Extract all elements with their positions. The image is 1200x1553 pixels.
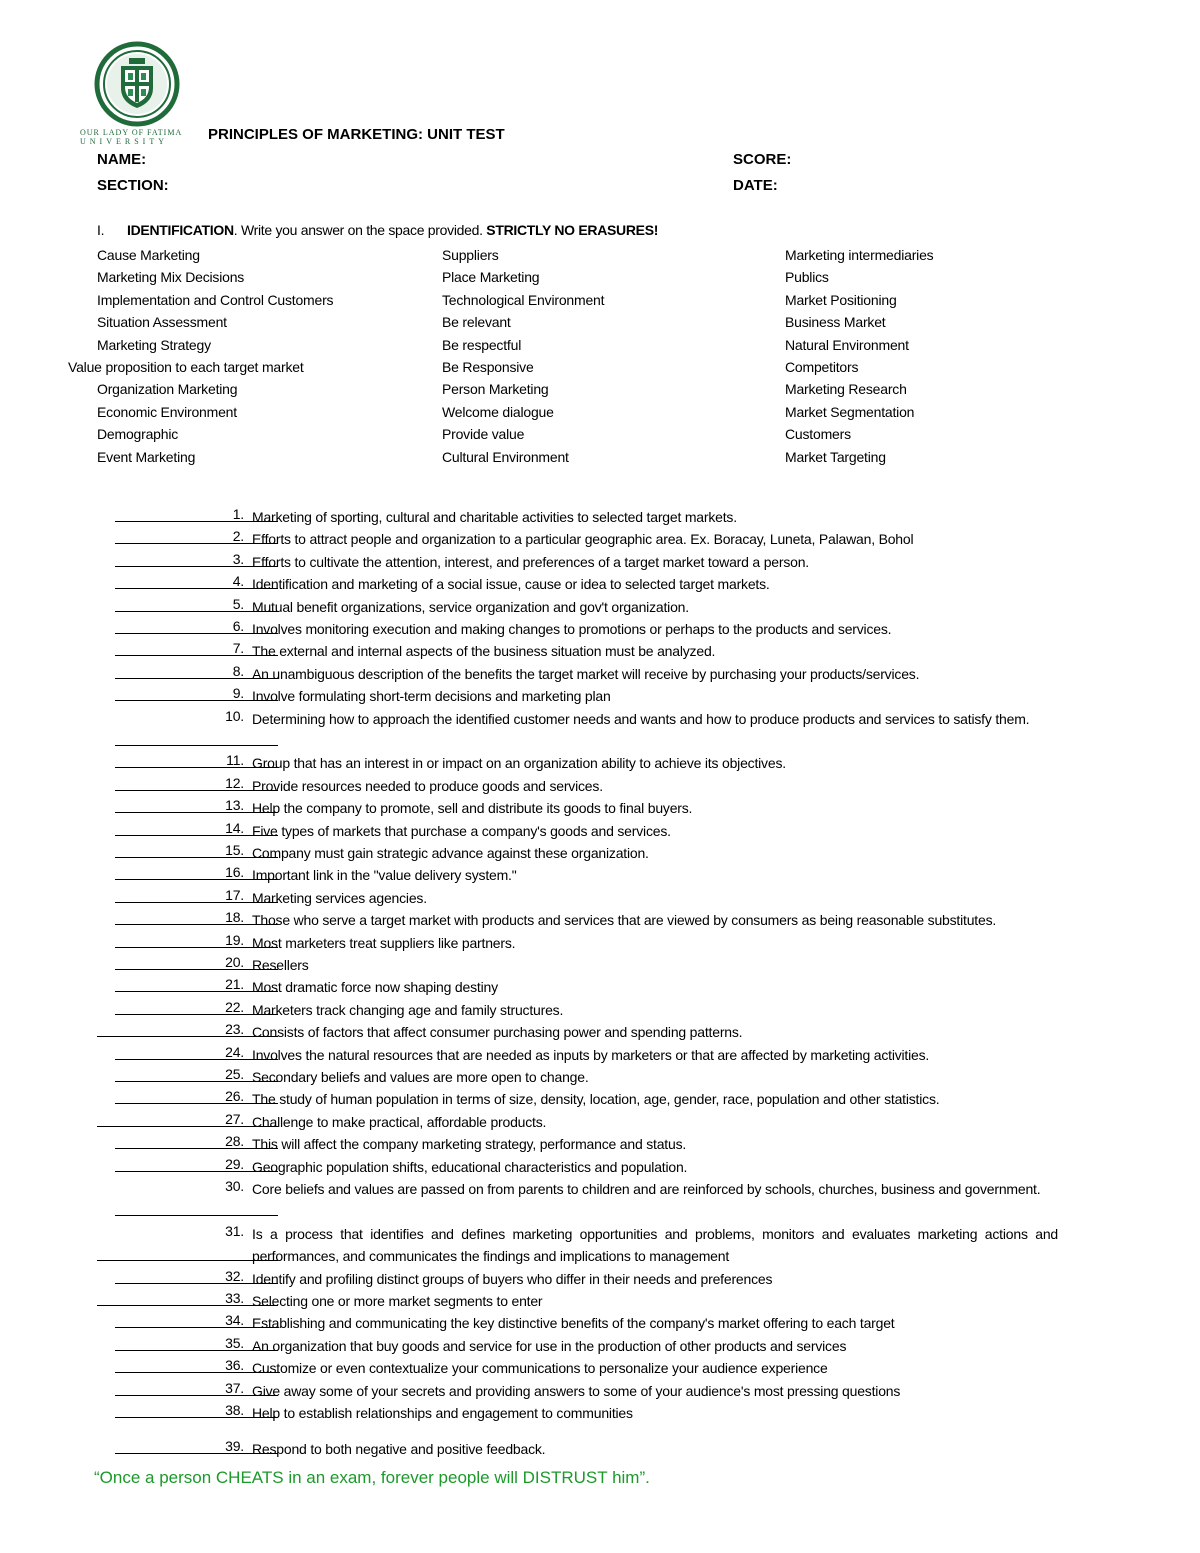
- choices-column-1: [68, 244, 334, 468]
- question-number: 11.: [226, 752, 244, 769]
- question-text: An organization that buy goods and service for use in the production of other products and services: [252, 1337, 847, 1354]
- question-number: 12.: [225, 774, 244, 791]
- answer-blank-line[interactable]: [97, 1305, 278, 1306]
- question-number: 26.: [225, 1088, 244, 1105]
- question-number: 17.: [225, 886, 244, 903]
- question-number: 29.: [225, 1155, 244, 1172]
- choice-item: Market Positioning: [785, 291, 897, 308]
- choice-item: Natural Environment: [785, 336, 909, 353]
- question-text: Establishing and communicating the key distinctive benefits of the company's market offering to each target: [252, 1315, 895, 1332]
- question-number: 3.: [232, 550, 244, 567]
- question-number: 14.: [225, 819, 244, 836]
- question-number: 8.: [232, 662, 244, 679]
- question-text: Mutual benefit organizations, service organization and gov't organization.: [252, 598, 689, 615]
- question-text: Give away some of your secrets and providing answers to some of your audience's most pressing questions: [252, 1382, 901, 1399]
- question-text: Involve formulating short-term decisions and marketing plan: [252, 688, 611, 705]
- question-number: 38.: [225, 1402, 244, 1418]
- question-text: Company must gain strategic advance against these organization.: [252, 845, 649, 861]
- question-text: Selecting one or more market segments to enter: [252, 1293, 543, 1309]
- question-text: The study of human population in terms of size, density, location, age, gender, race, population and other statistics.: [252, 1091, 940, 1108]
- question-text: The external and internal aspects of the business situation must be analyzed.: [252, 643, 716, 660]
- question-text: Secondary beliefs and values are more open to change.: [252, 1069, 589, 1085]
- question-text: Help to establish relationships and engagement to communities: [252, 1405, 633, 1421]
- question-text: Challenge to make practical, affordable products.: [252, 1113, 547, 1130]
- choice-item: Market Targeting: [785, 448, 886, 465]
- question-number: 37.: [225, 1379, 244, 1396]
- question-number: 36.: [225, 1357, 244, 1374]
- question-text: Help the company to promote, sell and distribute its goods to final buyers.: [252, 800, 693, 817]
- choice-item: Publics: [785, 269, 829, 286]
- question-number: 20.: [225, 954, 244, 970]
- question-number: 21.: [225, 976, 244, 993]
- choice-item: Economic Environment: [97, 403, 237, 420]
- choice-item: Be relevant: [442, 314, 511, 331]
- choice-item: Demographic: [97, 426, 179, 443]
- choice-item: Value proposition to each target market: [68, 359, 304, 376]
- answer-blank-line[interactable]: [115, 745, 278, 746]
- page-title: PRINCIPLES OF MARKETING: UNIT TEST: [208, 126, 505, 143]
- choice-item: Be Responsive: [442, 359, 534, 376]
- choice-item: Marketing Strategy: [97, 336, 211, 353]
- choice-item: Place Marketing: [442, 269, 540, 286]
- question-text: Involves monitoring execution and making changes to promotions or perhaps to the products and services.: [252, 621, 892, 637]
- question-text: Efforts to attract people and organization to a particular geographic area. Ex. Boracay, Luneta, Palawan, Bohol: [252, 531, 914, 548]
- choice-item: Person Marketing: [442, 381, 549, 398]
- question-number: 33.: [225, 1290, 244, 1306]
- question-number: 2.: [232, 528, 244, 545]
- instructions-text: . Write you answer on the space provided.: [233, 222, 487, 238]
- question-number: 10.: [225, 707, 244, 724]
- question-text: Marketers track changing age and family structures.: [252, 1001, 564, 1018]
- choice-item: Organization Marketing: [97, 381, 238, 398]
- choice-item: Event Marketing: [97, 448, 196, 465]
- question-text: Five types of markets that purchase a company's goods and services.: [252, 822, 671, 839]
- name-label: NAME:: [97, 151, 147, 168]
- instructions-number: I.: [97, 222, 105, 238]
- question-text: Most marketers treat suppliers like partners.: [252, 934, 516, 951]
- question-text: Resellers: [252, 957, 309, 973]
- question-number: 30.: [225, 1178, 244, 1194]
- question-text: Marketing services agencies.: [252, 889, 427, 906]
- question-text: Important link in the "value delivery system.": [252, 867, 517, 884]
- choice-item: Technological Environment: [442, 291, 605, 308]
- question-number: 16.: [225, 864, 244, 881]
- choice-item: Customers: [785, 426, 851, 443]
- question-text: Group that has an interest in or impact on an organization ability to achieve its objectives.: [252, 755, 786, 772]
- answer-blank-line[interactable]: [97, 1126, 278, 1127]
- question-number: 32.: [225, 1267, 244, 1284]
- question-text: Those who serve a target market with products and services that are viewed by consumers as being reasonable substitutes.: [252, 912, 997, 929]
- choice-item: Cultural Environment: [442, 448, 569, 465]
- question-text: Determining how to approach the identified customer needs and wants and how to produce products and services to satisfy them.: [252, 710, 1030, 727]
- date-label: DATE:: [733, 177, 778, 194]
- question-number: 23.: [225, 1021, 244, 1038]
- question-number: 25.: [225, 1066, 244, 1082]
- choice-item: Situation Assessment: [97, 314, 227, 331]
- question-text: Respond to both negative and positive feedback.: [252, 1441, 546, 1458]
- university-name-logo-text: OUR LADY OF FATIMA UNIVERSITY: [80, 128, 183, 146]
- choice-item: Cause Marketing: [97, 247, 200, 263]
- question-number: 34.: [225, 1312, 244, 1329]
- choice-item: Suppliers: [442, 247, 499, 263]
- question-number: 31.: [225, 1222, 244, 1239]
- question-number: 6.: [232, 618, 244, 634]
- section-label: SECTION:: [97, 177, 169, 194]
- question-text: Most dramatic force now shaping destiny: [252, 979, 498, 996]
- question-number: 39.: [225, 1438, 244, 1455]
- answer-blank-line[interactable]: [115, 1215, 278, 1216]
- question-number: 5.: [232, 595, 244, 612]
- answer-blank-line[interactable]: [97, 1260, 278, 1261]
- choice-item: Business Market: [785, 314, 886, 331]
- question-number: 28.: [225, 1133, 244, 1150]
- choice-item: Competitors: [785, 359, 859, 376]
- choice-item: Market Segmentation: [785, 403, 915, 420]
- score-label: SCORE:: [733, 151, 792, 168]
- question-number: 19.: [225, 931, 244, 948]
- choice-item: Be respectful: [442, 336, 522, 353]
- question-number: 9.: [232, 685, 244, 702]
- choices-column-2: [442, 244, 604, 468]
- question-number: 22.: [225, 998, 244, 1015]
- question-number: 35.: [225, 1334, 244, 1351]
- question-number: 18.: [225, 909, 244, 926]
- instructions-emphasis: STRICTLY NO ERASURES!: [486, 222, 659, 238]
- question-text: Geographic population shifts, educational characteristics and population.: [252, 1158, 688, 1175]
- instructions: [97, 222, 658, 238]
- question-text: Customize or even contextualize your communications to personalize your audience experience: [252, 1360, 828, 1377]
- choice-item: Marketing Research: [785, 381, 907, 398]
- question-text: Provide resources needed to produce goods and services.: [252, 777, 603, 794]
- choice-item: Implementation and Control Customers: [97, 291, 334, 308]
- question-number: 27.: [225, 1110, 244, 1127]
- question-number: 1.: [232, 506, 244, 522]
- question-text: Identify and profiling distinct groups of buyers who differ in their needs and preferences: [252, 1270, 773, 1287]
- choices-column-3: [785, 244, 933, 468]
- question-text: Marketing of sporting, cultural and charitable activities to selected target markets.: [252, 509, 737, 525]
- question-number: 13.: [225, 797, 244, 814]
- question-text: Core beliefs and values are passed on from parents to children and are reinforced by schools, churches, business and government.: [252, 1181, 1041, 1197]
- question-text: Identification and marketing of a social issue, cause or idea to selected target markets.: [252, 576, 770, 593]
- motto: “Once a person CHEATS in an exam, forever people will DISTRUST him”.: [94, 1468, 650, 1487]
- instructions-heading: IDENTIFICATION: [127, 222, 234, 238]
- question-number: 15.: [225, 842, 244, 858]
- question-text: This will affect the company marketing strategy, performance and status.: [252, 1136, 687, 1153]
- question-text: Involves the natural resources that are needed as inputs by marketers or that are affected by marketing activities.: [252, 1046, 930, 1063]
- choice-item: Marketing Mix Decisions: [97, 269, 245, 286]
- question-text: An unambiguous description of the benefits the target market will receive by purchasing your products/services.: [252, 665, 920, 682]
- answer-blank-line[interactable]: [97, 1036, 278, 1037]
- choice-item: Provide value: [442, 426, 525, 443]
- question-text: Is a process that identifies and defines marketing opportunities and problems, monitors and evaluates marketing actions and performances, and communicates the findings and implications to management: [252, 1225, 1058, 1265]
- choice-item: Marketing intermediaries: [785, 247, 934, 263]
- question-text: Consists of factors that affect consumer purchasing power and spending patterns.: [252, 1024, 743, 1041]
- question-number: 7.: [232, 640, 244, 657]
- question-number: 24.: [225, 1043, 244, 1060]
- choice-item: Welcome dialogue: [442, 403, 554, 420]
- question-text: Efforts to cultivate the attention, interest, and preferences of a target market toward a person.: [252, 553, 809, 570]
- question-number: 4.: [232, 573, 244, 590]
